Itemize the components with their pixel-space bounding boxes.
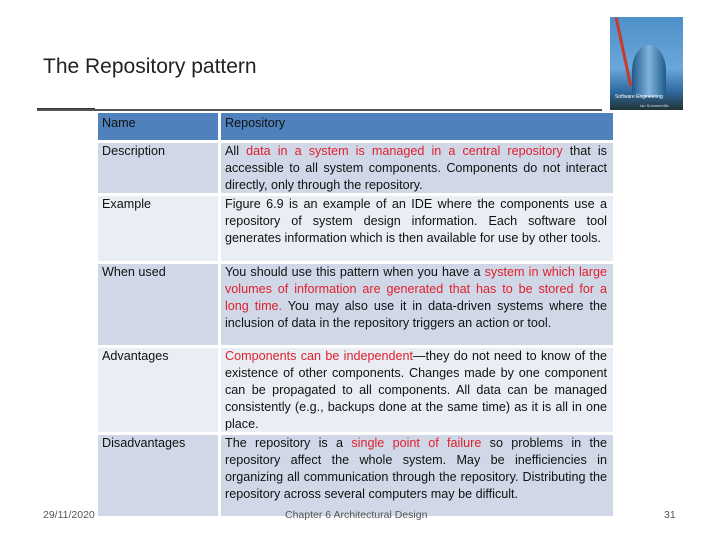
- page-number: 31: [664, 509, 676, 521]
- pattern-table: [95, 110, 616, 519]
- text-segment: —they do not need to know of the existence of other components. Changes made by one component can be propagated to all components. All data can be managed consistently (e.g., backups done at the same time) as it is all in one place.: [225, 349, 607, 431]
- table-row: [98, 264, 613, 345]
- text-segment: You may also use it in data-driven systems where the inclusion of data in the repository triggers an action or tool.: [225, 298, 607, 330]
- table-header-row: [98, 113, 613, 140]
- highlighted-text: Components can be independent: [225, 349, 413, 364]
- text-segment: You should use this pattern when you have a: [225, 265, 485, 280]
- row-value: [221, 143, 613, 193]
- text-segment: so problems in the repository affect the whole system. May be inefficiencies in organizing all communication through the repository. Distributing the repository across several computers may be difficult.: [225, 436, 607, 501]
- row-value: [221, 348, 613, 432]
- table-row: [98, 348, 613, 432]
- row-label: Example: [98, 196, 218, 261]
- header-value: Repository: [221, 113, 613, 140]
- table-row: [98, 435, 613, 516]
- header-label: Name: [98, 113, 218, 140]
- highlighted-text: data in a system is managed in a central repository: [246, 144, 563, 158]
- row-label: Description: [98, 143, 218, 193]
- row-value: [221, 264, 613, 345]
- table-row: [98, 143, 613, 193]
- text-segment: that is accessible to all system components. Components do not interact directly, only through the repository.: [225, 144, 607, 192]
- footer-date: 29/11/2020: [43, 509, 95, 521]
- highlighted-text: system in which large volumes of information are generated that has to be stored for a long time.: [225, 265, 607, 313]
- row-value: [221, 196, 613, 261]
- slide-title: The Repository pattern: [43, 55, 257, 78]
- highlighted-text: single point of failure: [351, 436, 482, 451]
- book-cover-image: Software Engineering Ian Sommerville: [610, 17, 683, 110]
- row-value: [221, 435, 613, 516]
- footer-chapter: Chapter 6 Architectural Design: [285, 509, 428, 521]
- table-row: [98, 196, 613, 261]
- row-label: Disadvantages: [98, 435, 218, 516]
- text-segment: All: [225, 144, 247, 158]
- text-segment: Figure 6.9 is an example of an IDE where the components use a repository of system design information. Each software tool generates information which is then available for use by other tools.: [225, 197, 607, 245]
- row-label: Advantages: [98, 348, 218, 432]
- text-segment: The repository is a: [225, 436, 352, 451]
- row-label: When used: [98, 264, 218, 345]
